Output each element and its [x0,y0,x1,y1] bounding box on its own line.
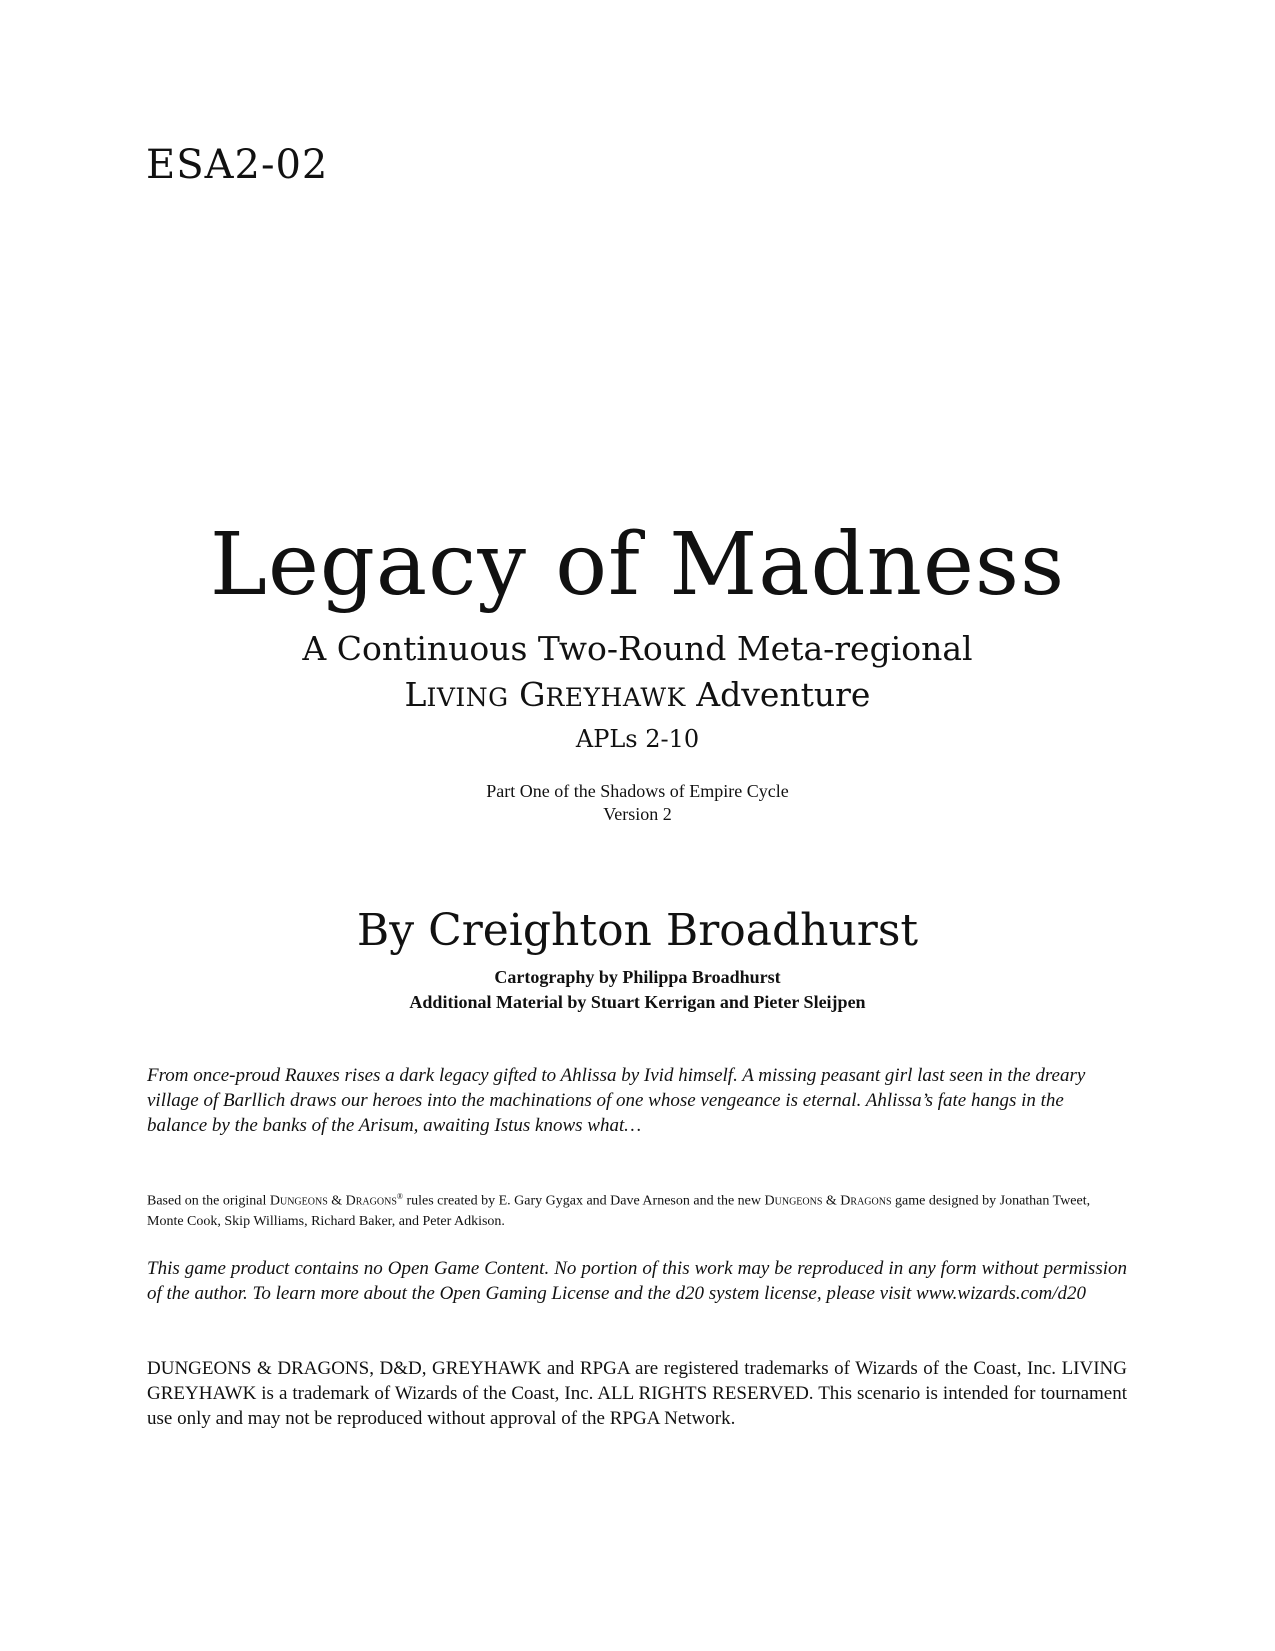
based-on-notice [147,1187,1127,1232]
dnd-name-1: Dungeons & Dragons [269,1193,397,1209]
campaign-name-initial-g: G [519,675,546,714]
author-byline: By Creighton Broadhurst [356,905,919,956]
campaign-name-initial-l: L [404,675,427,714]
subtitle-line-2 [0,675,1275,714]
subtitle-line-1: A Continuous Two-Round Meta-regional [302,629,973,668]
based-on-part-1: Based on the original [147,1193,267,1209]
cycle-part: Part One of the Shadows of Empire Cycle [486,781,789,801]
ogl-notice: This game product contains no Open Game Content. No portion of this work may be reproduced in any form without permission of the author. To learn more about the Open Gaming License and the d20 system license, please visit www.wizards.com/d20 [147,1258,1127,1304]
module-code: ESA2-02 [146,142,329,188]
based-on-part-2: rules created by E. Gary Gygax and Dave Arneson and the new [406,1193,762,1209]
main-title: Legacy of Madness [209,515,1066,615]
trademark-notice: DUNGEONS & DRAGONS, D&D, GREYHAWK and RPGA are registered trademarks of Wizards of the Coast, Inc. LIVING GREYHAWK is a trademark of Wizards of the Coast, Inc. ALL RIGHTS RESERVED. This scenario is intended for tournament use only and may not be reproduced without approval of the RPGA Network. [147,1358,1127,1429]
apl-range: APLs 2-10 [575,725,700,753]
campaign-name-reyhawk: REYHAWK [545,683,686,712]
based-on-part-3: game designed by Jonathan Tweet, Monte Cook, Skip Williams, Richard Baker, and Peter Adkison. [147,1193,1091,1229]
cartography-credit: Cartography by Philippa Broadhurst [494,967,781,987]
campaign-name-iving: IVING [426,683,509,712]
version-label: Version 2 [603,804,672,824]
registered-mark: ® [396,1192,403,1201]
subtitle-adventure: Adventure [696,675,871,714]
additional-material-credit: Additional Material by Stuart Kerrigan and Pieter Sleijpen [409,992,866,1012]
dnd-name-2: Dungeons & Dragons [764,1193,892,1209]
adventure-blurb: From once-proud Rauxes rises a dark legacy gifted to Ahlissa by Ivid himself. A missing peasant girl last seen in the dreary village of Barllich draws our heroes into the machinations of one whose vengeance is eternal. Ahlissa’s fate hangs in the balance by the banks of the Arisum, awaiting Istus knows what… [147,1065,1086,1136]
